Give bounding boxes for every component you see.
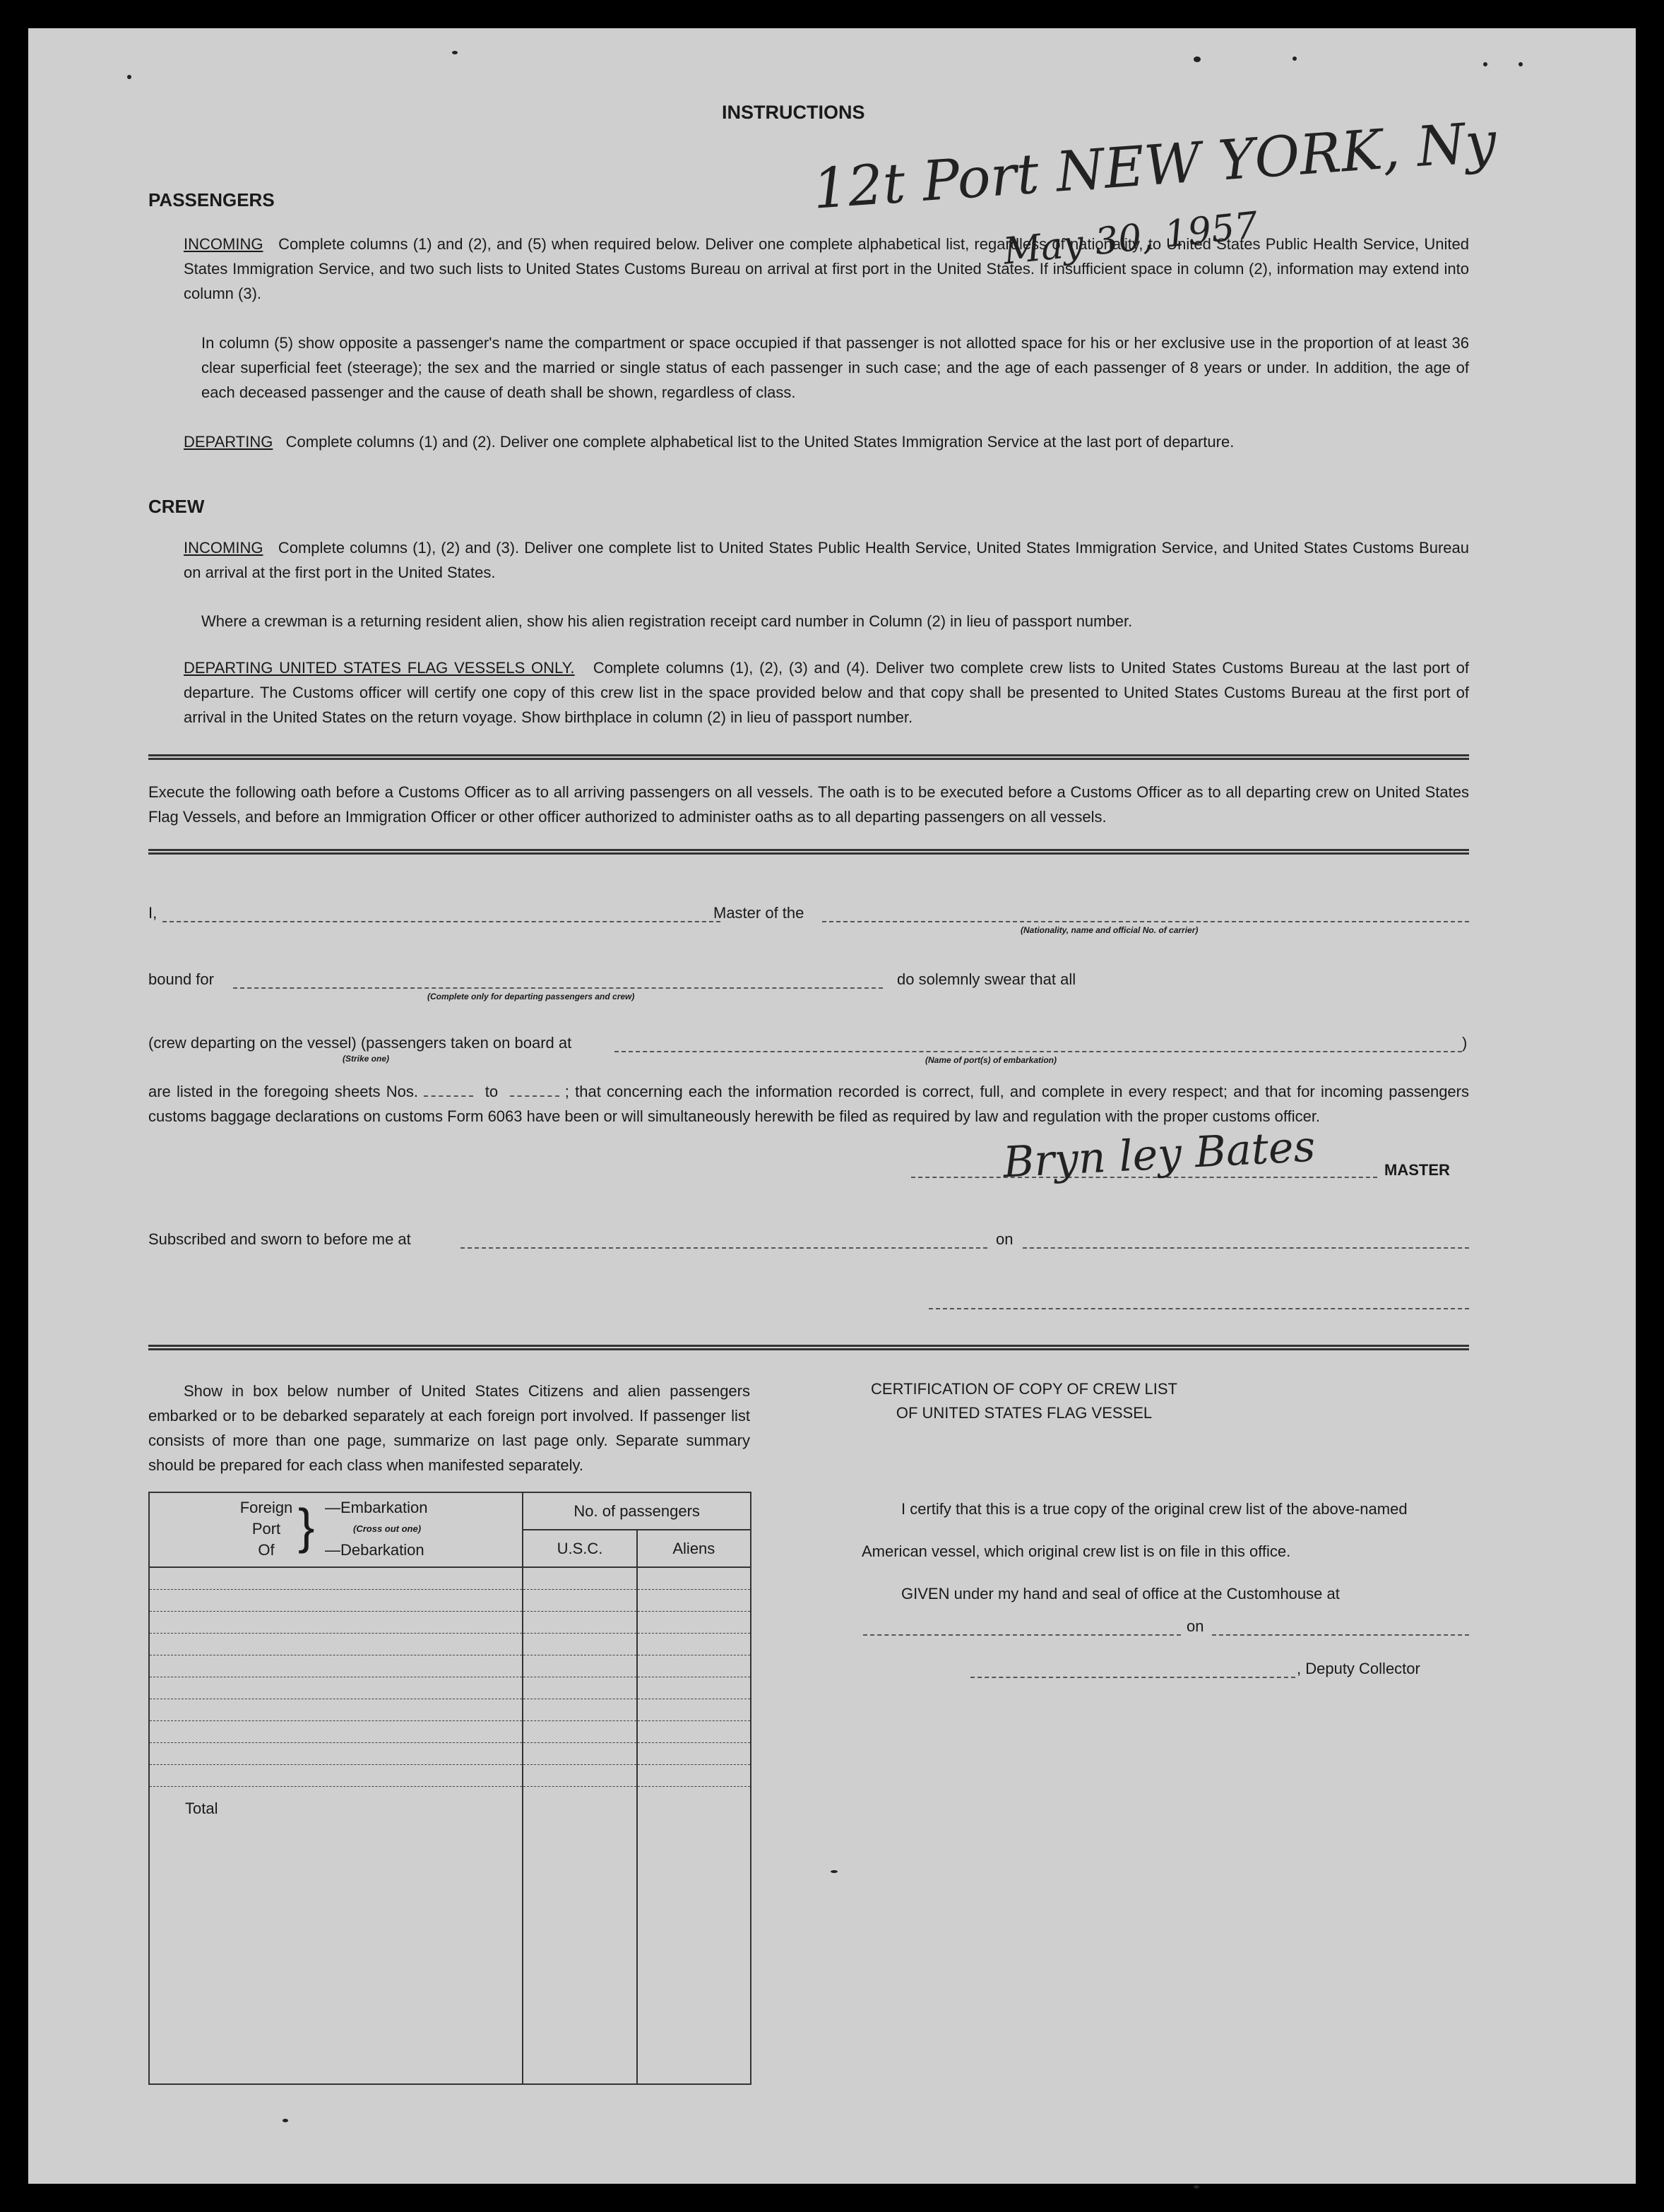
port-header-cell: Foreign Port Of } —Embarkation (Cross out one) —Debarkation <box>149 1492 523 1567</box>
subscribed-label: Subscribed and sworn to before me at <box>148 1230 411 1248</box>
port-row-field[interactable] <box>150 1743 522 1765</box>
crew-departing-label: DEPARTING UNITED STATES FLAG VESSELS ONLY. <box>184 659 575 677</box>
passengers-heading: PASSENGERS <box>148 189 275 210</box>
debarkation-option[interactable]: —Debarkation <box>325 1541 424 1559</box>
handwritten-port: 12t Port NEW YORK, Ny <box>811 110 1499 222</box>
scan-speck <box>1292 57 1297 61</box>
port-row-field[interactable] <box>150 1677 522 1699</box>
usc-cell-field[interactable] <box>523 1612 636 1634</box>
embarkation-ports-field[interactable] <box>614 1051 1462 1052</box>
swear-text: do solemnly swear that all <box>897 970 1076 988</box>
usc-cell-field[interactable] <box>523 1568 636 1590</box>
usc-cell-field[interactable] <box>523 1699 636 1721</box>
listed-para <box>148 1079 1469 1129</box>
given-text: GIVEN under my hand and seal of office at the Customhouse at <box>901 1585 1340 1602</box>
passengers-incoming-label: INCOMING <box>184 235 263 253</box>
port-row-field[interactable] <box>150 1655 522 1677</box>
crew-incoming-text: Complete columns (1), (2) and (3). Deliver one complete list to United States Public Health Service, United States Immigration Service, and United States Customs Bureau on arrival at the first port in the United States. <box>184 539 1469 581</box>
aliens-cell-field[interactable] <box>638 1568 750 1590</box>
cert-on-label: on <box>1187 1617 1204 1635</box>
bound-for-label: bound for <box>148 970 214 988</box>
listed-text: ; that concerning each the information recorded is correct, full, and complete in every respect; and that for incoming passengers customs baggage declarations on customs Form 6063 have been or will simultaneously herewith be filed as required by law and regulation with the proper customs officer. <box>148 1083 1469 1125</box>
nationality-note: (Nationality, name and official No. of carrier) <box>1021 925 1199 935</box>
scan-speck <box>283 2119 288 2122</box>
port-row-field[interactable] <box>150 1612 522 1634</box>
aliens-header: Aliens <box>637 1530 751 1567</box>
usc-cell-field[interactable] <box>523 1655 636 1677</box>
scan-speck <box>452 51 458 54</box>
scan-speck <box>1483 62 1487 66</box>
crew-incoming-para <box>184 535 1469 585</box>
oath-i: I, <box>148 904 158 922</box>
aliens-cell-field[interactable] <box>638 1612 750 1634</box>
crew-passengers-text: (crew departing on the vessel) (passengers taken on board at <box>148 1034 572 1052</box>
divider <box>148 849 1469 855</box>
aliens-cell-field[interactable] <box>638 1721 750 1743</box>
foreign-label: Foreign <box>239 1499 293 1516</box>
cert-date-field[interactable] <box>1212 1634 1469 1636</box>
customhouse-field[interactable] <box>863 1634 1181 1636</box>
deputy-collector-label: , Deputy Collector <box>1297 1660 1420 1677</box>
certification-title-line1: CERTIFICATION OF COPY OF CREW LIST <box>871 1380 1177 1398</box>
handwritten-date: May 30, 1957 <box>1001 204 1260 273</box>
usc-column <box>523 1567 636 2084</box>
passengers-incoming-para <box>184 232 1469 306</box>
certify-line1: I certify that this is a true copy of the original crew list of the above-named <box>901 1500 1408 1518</box>
ports-note: (Name of port(s) of embarkation) <box>925 1055 1057 1065</box>
certification-title-line2: OF UNITED STATES FLAG VESSEL <box>896 1404 1153 1422</box>
usc-header: U.S.C. <box>523 1530 636 1567</box>
carrier-field[interactable] <box>822 921 1469 922</box>
crew-heading: CREW <box>148 496 205 517</box>
deputy-signature-field[interactable] <box>970 1677 1295 1678</box>
strike-note: (Strike one) <box>343 1054 390 1064</box>
handwritten-signature: Bryn ley Bates <box>1002 1122 1317 1188</box>
divider <box>148 754 1469 760</box>
scan-speck <box>1194 57 1201 62</box>
port-row-field[interactable] <box>150 1634 522 1655</box>
aliens-cell-field[interactable] <box>638 1677 750 1699</box>
no-passengers-header: No. of passengers <box>523 1492 751 1530</box>
scan-speck <box>831 1870 838 1873</box>
crew-incoming-label: INCOMING <box>184 539 263 557</box>
aliens-column <box>637 1567 751 2084</box>
aliens-cell-field[interactable] <box>638 1765 750 1787</box>
master-name-field[interactable] <box>162 921 720 922</box>
aliens-cell-field[interactable] <box>638 1655 750 1677</box>
usc-cell-field[interactable] <box>523 1677 636 1699</box>
master-label: MASTER <box>1384 1161 1450 1179</box>
usc-cell-field[interactable] <box>523 1721 636 1743</box>
of-label: Of <box>258 1541 275 1559</box>
oath-intro: Execute the following oath before a Customs Officer as to all arriving passengers on all vessels. The oath is to be executed before a Customs Officer as to all departing crew on United States Flag Vessels, and before an Immigration Officer or other officer authorized to administer oaths as to all departing passengers on all vessels. <box>148 783 1469 826</box>
crew-departing-text: Complete columns (1), (2), (3) and (4). Deliver two complete crew lists to United States Customs Bureau at the last port of departure. The Customs officer will certify one copy of this crew list in the space provided below and that copy shall be presented to United States Customs Bureau at the first port of arrival in the United States on the return voyage. Show birthplace in column (2) in lieu of passport number. <box>184 659 1469 726</box>
scan-speck <box>1194 2185 1199 2189</box>
port-label: Port <box>251 1520 281 1538</box>
bound-for-field[interactable] <box>233 987 883 989</box>
certification-title <box>840 1377 1208 1425</box>
port-row-field[interactable] <box>150 1721 522 1743</box>
aliens-cell-field[interactable] <box>638 1743 750 1765</box>
aliens-cell-field[interactable] <box>638 1699 750 1721</box>
crew-resident-para: Where a crewman is a returning resident alien, show his alien registration receipt card number in Column (2) in lieu of passport number. <box>201 612 1133 630</box>
usc-cell-field[interactable] <box>523 1765 636 1787</box>
bound-note: (Complete only for departing passengers and crew) <box>427 992 635 1001</box>
listed-prefix: are listed in the foregoing sheets Nos. <box>148 1083 419 1100</box>
port-row-field[interactable] <box>150 1765 522 1787</box>
port-row-field[interactable] <box>150 1590 522 1612</box>
crew-departing-para <box>184 655 1469 730</box>
to-label: to <box>485 1083 499 1100</box>
scan-speck <box>127 75 131 79</box>
aliens-cell-field[interactable] <box>638 1590 750 1612</box>
master-of-label: Master of the <box>713 904 804 922</box>
usc-cell-field[interactable] <box>523 1590 636 1612</box>
passengers-departing-text: Complete columns (1) and (2). Deliver one complete alphabetical list to the United States Immigration Service at the last port of departure. <box>285 433 1235 451</box>
certify-line2: American vessel, which original crew list is on file in this office. <box>862 1542 1291 1560</box>
sworn-date-field[interactable] <box>1023 1247 1469 1249</box>
passengers-departing-para <box>184 429 1469 454</box>
embarkation-option[interactable]: —Embarkation <box>325 1499 428 1516</box>
usc-cell-field[interactable] <box>523 1634 636 1655</box>
aliens-cell-field[interactable] <box>638 1634 750 1655</box>
officer-signature-field[interactable] <box>929 1308 1469 1309</box>
usc-cell-field[interactable] <box>523 1743 636 1765</box>
passengers-departing-label: DEPARTING <box>184 433 273 451</box>
passengers-incoming-text: Complete columns (1) and (2), and (5) when required below. Deliver one complete alphabetical list, regardless of nationality, to United States Public Health Service, United States Immigration Service, and two such lists to United States Customs Bureau on arrival at first port in the United States. If insufficient space in column (2), information may extend into column (3). <box>184 235 1469 302</box>
close-paren: ) <box>1462 1034 1468 1052</box>
passenger-summary-table <box>148 1492 751 2085</box>
page-title: INSTRUCTIONS <box>722 102 865 123</box>
sworn-place-field[interactable] <box>460 1247 987 1249</box>
ports-column <box>149 1567 523 2084</box>
sheet-to-field[interactable] <box>510 1086 559 1097</box>
column5-para: In column (5) show opposite a passenger's name the compartment or space occupied if that passenger is not allotted space for his or her exclusive use in the proportion of at least 36 clear superficial feet (steerage); the sex and the married or single status of each passenger in such case; and the age of each passenger of 8 years or under. In addition, the age of each deceased passenger and the cause of death shall be shown, regardless of class. <box>201 334 1469 401</box>
port-row-field[interactable] <box>150 1699 522 1721</box>
summary-instructions: Show in box below number of United States Citizens and alien passengers embarked or to be debarked separately at each foreign port involved. If passenger list consists of more than one page, summarize on last page only. Separate summary should be prepared for each class when manifested separately. <box>148 1382 750 1474</box>
port-row-field[interactable] <box>150 1568 522 1590</box>
scan-speck <box>1519 62 1523 66</box>
divider <box>148 1345 1469 1350</box>
cross-out-note: (Cross out one) <box>353 1523 422 1534</box>
sheet-from-field[interactable] <box>424 1086 473 1097</box>
form-page <box>28 28 1636 2184</box>
total-label: Total <box>185 1800 218 1817</box>
on-label: on <box>996 1230 1014 1248</box>
